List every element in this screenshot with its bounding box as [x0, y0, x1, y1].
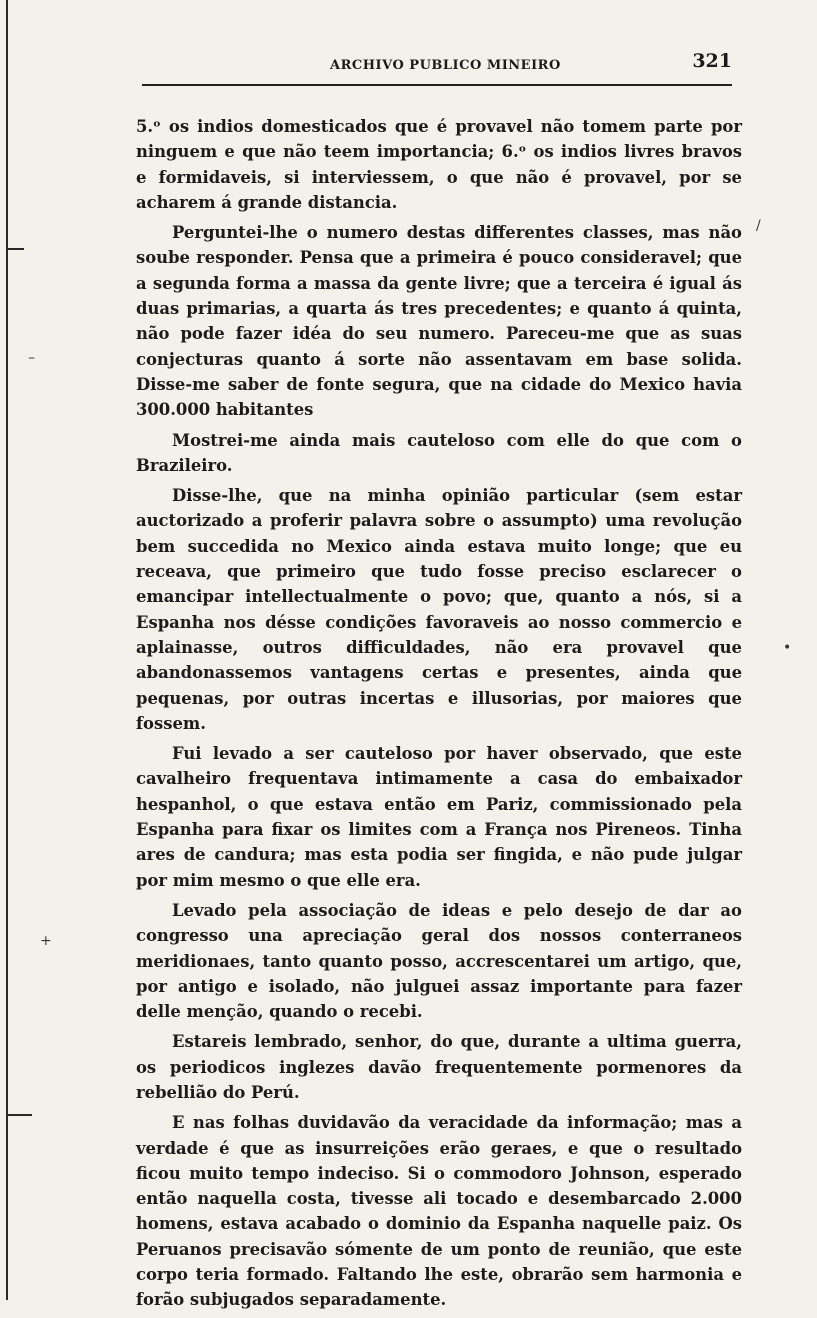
- margin-dot-mark: •: [783, 640, 792, 656]
- paragraph: Estareis lembrado, senhor, do que, durante a ultima guerra, os periodicos inglezes davão frequentemente pormenores da rebellião do Perú.: [136, 1032, 742, 1102]
- running-head: [122, 40, 742, 84]
- header-rule: [142, 84, 732, 86]
- paragraph: Levado pela associação de ideas e pelo desejo de dar ao congresso una apreciação geral dos nossos conterraneos meridionaes, tanto quanto posso, accrescentarei um artigo, que, por antigo e isolado, não julguei assaz importante para fazer delle menção, quando o recebi.: [136, 900, 742, 1022]
- running-head-title: ARCHIVO PUBLICO MINEIRO: [330, 58, 561, 73]
- paragraph: 5.ᵒ os indios domesticados que é provavel não tomem parte por ninguem e que não teem importancia; 6.ᵒ os indios livres bravos e formidaveis, si interviessem, o que não é provavel, por se acharem á grande distancia.: [136, 117, 742, 212]
- edge-mark: [6, 248, 24, 250]
- body-text: [122, 114, 742, 1313]
- page-number: 321: [692, 50, 732, 72]
- paragraph: Perguntei-lhe o numero destas differentes classes, mas não soube responder. Pensa que a primeira é pouco consideravel; que a segunda forma a massa da gente livre; que a terceira é igual ás duas primarias, a quarta ás tres precedentes; e quanto á quinta, não pode fazer idéa do seu numero. Pareceu-me que as suas conjecturas quanto á sorte não assentavam em base solida. Disse-me saber de fonte segura, que na cidade do Mexico havia 300.000 habitantes: [136, 223, 742, 420]
- margin-dash-mark: –: [28, 350, 35, 366]
- page-content: [122, 40, 742, 1318]
- paragraph: Fui levado a ser cauteloso por haver observado, que este cavalheiro frequentava intimamente a casa do embaixador hespanhol, o que estava então em Pariz, commissionado pela Espanha para fixar os limites com a França nos Pireneos. Tinha ares de candura; mas esta podia ser fingida, e não pude julgar por mim mesmo o que elle era.: [136, 744, 742, 890]
- paragraph: E nas folhas duvidavão da veracidade da informação; mas a verdade é que as insurreições erão geraes, e que o resultado ficou muito tempo indeciso. Si o commodoro Johnson, esperado então naquella costa, tivesse ali tocado e desembarcado 2.000 homens, estava acabado o dominio da Espanha naquelle paiz. Os Peruanos precisavão sómente de um ponto de reunião, que este corpo teria formado. Faltando lhe este, obrarão sem harmonia e forão subjugados separadamente.: [136, 1113, 742, 1310]
- margin-plus-mark: +: [40, 933, 52, 949]
- paragraph: Disse-lhe, que na minha opinião particular (sem estar auctorizado a proferir palavra sobre o assumpto) uma revolução bem succedida no Mexico ainda estava muito longe; que eu receava, que primeiro que tudo fosse preciso esclarecer o emancipar intellectualmente o povo; que, quanto a nós, si a Espanha nos désse condições favoraveis ao nosso commercio e aplainasse, outros difficuldades, não era provavel que abandonassemos vantagens certas e presentes, ainda que pequenas, por outras incertas e illusorias, por maiores que fossem.: [136, 486, 742, 733]
- edge-mark: [6, 1114, 32, 1116]
- binding-line: [6, 0, 8, 1300]
- margin-slash-mark: /: [756, 218, 761, 234]
- paragraph: Mostrei-me ainda mais cauteloso com elle do que com o Brazileiro.: [136, 430, 742, 475]
